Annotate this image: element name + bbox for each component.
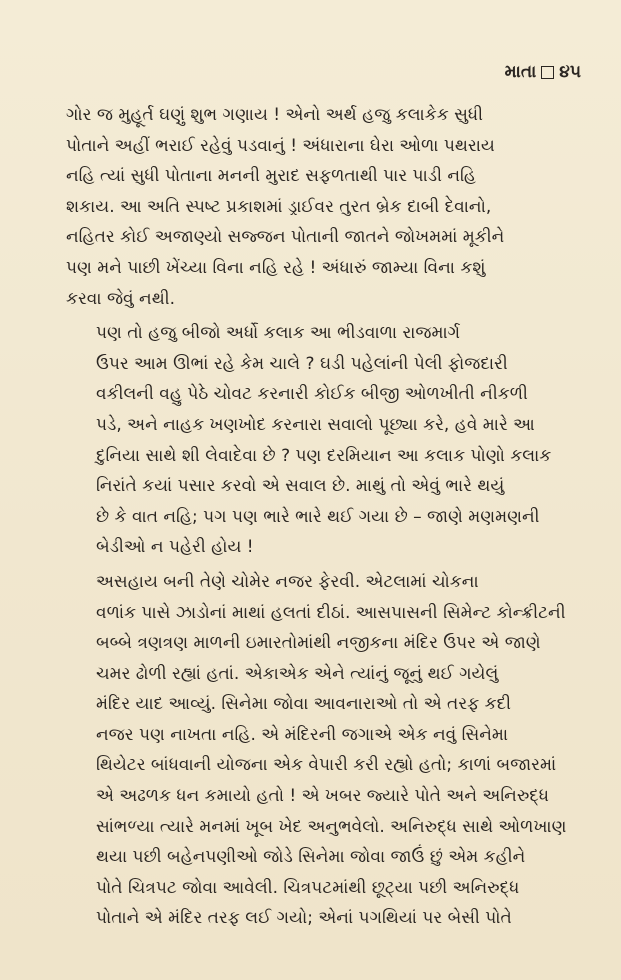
text-line: અસહાય બની તેણે ચોમેર નજર ફેરવી. એટલામાં ચોકના xyxy=(96,571,479,592)
text-line: કરવા જેવું નથી. xyxy=(66,288,175,309)
text-line: નહિતર કોઈ અજાણ્યો સજ્જન પોતાની જાતને જોખમમાં મૂકીને xyxy=(66,227,505,248)
paragraph xyxy=(66,318,588,563)
text-line: થિયેટર બાંધવાની યોજના એક વેપારી કરી રહ્યો હતો; કાળાં બજારમાં xyxy=(96,755,557,776)
text-line: મંદિર યાદ આવ્યું. સિનેમા જોવા આવનારાઓ તો એ તરફ કદી xyxy=(96,694,512,715)
text-line: સાંભળ્યા ત્યારે મનમાં ખૂબ ખેદ અનુભવેલો. અનિરુદ્ધ સાથે ઓળખાણ xyxy=(96,816,567,837)
text-line: એ અઢળક ધન કમાયો હતો ! એ ખબર જ્યારે પોતે અને અનિરુદ્ધ xyxy=(96,786,550,807)
text-line: પણ મને પાછી ખેંચ્યા વિના નહિ રહે ! અંધારું જામ્યા વિના કશું xyxy=(66,257,486,278)
text-line: બબ્બે ત્રણત્રણ માળની ઇમારતોમાંથી નજીકના મંદિર ઉપર એ જાણે xyxy=(96,633,541,654)
text-line: શકાય. આ અતિ સ્પષ્ટ પ્રકાશમાં ડ્રાઈવર તુરત બ્રેક દાબી દેવાનો, xyxy=(66,196,492,217)
body-text xyxy=(66,100,588,938)
text-line: પોતાને અહીં ભરાઈ રહેવું પડવાનું ! અંધારાના ઘેરા ઓળા પથરાય xyxy=(66,135,495,156)
text-line: પોતે ચિત્રપટ જોવા આવેલી. ચિત્રપટમાંથી છૂટ્યા પછી અનિરુદ્ધ xyxy=(96,877,520,898)
page-number: ૪૫ xyxy=(559,62,581,82)
text-line: થયા પછી બહેનપણીઓ જોડે સિનેમા જોવા જાઉં છું એમ કહીને xyxy=(96,847,526,868)
paragraph xyxy=(66,100,588,314)
text-line: ઉપર આમ ઊભાં રહે કેમ ચાલે ? ઘડી પહેલાંની પેલી ફોજદારી xyxy=(96,353,508,374)
text-line: નજર પણ નાખતા નહિ. એ મંદિરની જગાએ એક નવું સિનેમા xyxy=(96,724,509,745)
text-line: દુનિયા સાથે શી લેવાદેવા છે ? પણ દરમિયાન આ કલાક પોણો કલાક xyxy=(96,445,552,466)
text-line: પણ તો હજુ બીજો અર્ધો કલાક આ ભીડવાળા રાજમાર્ગ xyxy=(96,323,461,344)
page-header xyxy=(505,62,581,82)
text-line: ચમર ઢોળી રહ્યાં હતાં. એકાએક એને ત્યાંનું જૂનું થઈ ગયેલું xyxy=(96,663,499,684)
text-line: ગોર જ મુહૂર્ત ઘણું શુભ ગણાય ! એનો અર્થ હજુ કલાકેક સુધી xyxy=(66,105,483,125)
text-line: છે કે વાત નહિ; પગ પણ ભારે ભારે થઈ ગયા છે – જાણે મણમણની xyxy=(96,506,540,527)
text-line: બેડીઓ ન પહેરી હોય ! xyxy=(96,537,254,558)
text-line: વકીલની વહુ પેઠે ચોવટ કરનારી કોઈક બીજી ઓળખીતી નીકળી xyxy=(96,384,528,405)
text-line: નિરાંતે કયાં પસાર કરવો એ સવાલ છે. માથું તો એવું ભારે થયું xyxy=(96,476,505,497)
running-title: માતા xyxy=(504,62,537,82)
text-line: વળાંક પાસે ઝાડોનાં માથાં હલતાં દીઠાં. આસપાસની સિમેન્ટ કોન્ક્રીટની xyxy=(96,602,566,623)
separator-box-icon xyxy=(541,66,554,79)
text-line: નહિ ત્યાં સુધી પોતાના મનની મુરાદ સફળતાથી પાર પાડી નહિ xyxy=(66,166,476,187)
paragraph xyxy=(66,567,588,934)
text-line: પડે, અને નાહક ખણખોદ કરનારા સવાલો પૂછ્યા કરે, હવે મારે આ xyxy=(96,414,535,435)
text-line: પોતાને એ મંદિર તરફ લઈ ગયો; એનાં પગથિયાં પર બેસી પોતે xyxy=(96,908,512,929)
